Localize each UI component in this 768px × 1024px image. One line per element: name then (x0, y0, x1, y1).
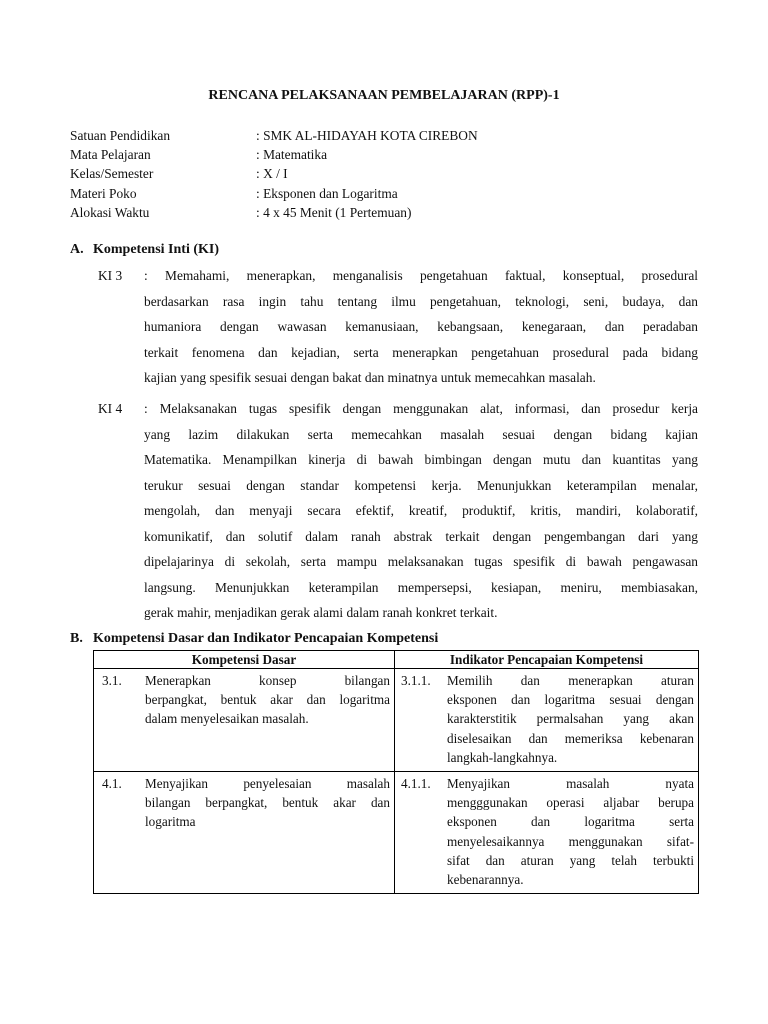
identity-label: Kelas/Semester (70, 166, 154, 182)
ki-line: komunikatif, dan solutif dalam ranah abstrak terkait dengan pengembangan dari yang (144, 528, 698, 544)
identity-value: : 4 x 45 Menit (1 Pertemuan) (256, 204, 412, 220)
section-a-heading (70, 242, 219, 258)
ki-code: KI 4 (98, 401, 123, 416)
ipk-number: 3.1.1. (401, 673, 431, 688)
ipk-number: 4.1.1. (401, 776, 431, 792)
ipk-cell (395, 772, 699, 894)
identity-row (70, 203, 710, 222)
identity-label: Alokasi Waktu (70, 204, 150, 220)
ki-line: : Melaksanakan tugas spesifik dengan menggunakan alat, informasi, dan prosedur kerja (144, 401, 698, 416)
document-title: RENCANA PELAKSANAAN PEMBELAJARAN (RPP)-1 (208, 88, 560, 103)
kd-line: Menerapkan konsep bilangan (145, 673, 390, 688)
identity-row (70, 164, 710, 183)
kd-line: logaritma (145, 814, 196, 830)
ki-line: kajian yang spesifik sesuai dengan bakat dan minatnya untuk memecahkan masalah. (144, 370, 596, 385)
ipk-line: Memilih dan menerapkan aturan (447, 673, 694, 688)
ki-3-block (98, 263, 698, 391)
ki-line: terukur sesuai dengan standar kompetensi kerja. Menunjukkan keterampilan menalar, (144, 477, 698, 493)
table-row (94, 772, 699, 894)
column-header-kompetensi-dasar: Kompetensi Dasar (94, 651, 395, 669)
ki-line: langsung. Menunjukkan keterampilan mempersepsi, kesiapan, meniru, membiasakan, (144, 579, 698, 595)
ipk-line: langkah-langkahnya. (447, 749, 558, 765)
ipk-line: kebenarannya. (447, 872, 524, 888)
ipk-cell (395, 669, 699, 772)
identity-value: : SMK AL-HIDAYAH KOTA CIREBON (256, 128, 478, 143)
ki-line: mengolah, dan menyaji secara efektif, kreatif, produktif, kritis, mandiri, kolaboratif, (144, 503, 698, 518)
identity-value: : Matematika (256, 147, 328, 163)
ki-text (144, 396, 698, 626)
kd-line: bilangan berpangkat, bentuk akar dan (145, 795, 390, 811)
ki-line: Matematika. Menampilkan kinerja di bawah bimbingan dengan mutu dan kuantitas yang (144, 452, 698, 467)
section-title: Kompetensi Inti (KI) (93, 242, 219, 257)
section-letter: B. (70, 631, 83, 646)
kd-number: 3.1. (102, 673, 122, 688)
ki-4-block (98, 396, 698, 626)
ipk-line: mengggunakan operasi aljabar berupa (447, 795, 694, 811)
competency-table (93, 650, 699, 894)
ipk-line: karakterstitik permalsahan yang akan (447, 711, 694, 727)
ipk-line: eksponen dan logaritma sesuai dengan (447, 692, 694, 708)
column-header-indikator: Indikator Pencapaian Kompetensi (395, 651, 699, 669)
identity-label: Mata Pelajaran (70, 147, 151, 163)
identity-value: : Eksponen dan Logaritma (256, 185, 398, 201)
identity-block (70, 126, 710, 222)
ki-line: gerak mahir, menjadikan gerak alami dalam ranah konkret terkait. (144, 605, 498, 620)
ipk-line: menyelesaikannya menggunakan sifat- (447, 833, 694, 849)
identity-row (70, 145, 710, 164)
ki-code: KI 3 (98, 268, 123, 283)
ki-text (144, 263, 698, 391)
section-title: Kompetensi Dasar dan Indikator Pencapaian Kompetensi (93, 631, 439, 646)
ki-line: yang lazim dilakukan serta memecahkan masalah sesuai dengan bidang kajian (144, 426, 698, 442)
kd-cell (94, 669, 395, 772)
kd-cell (94, 772, 395, 894)
identity-value: : X / I (256, 166, 288, 182)
identity-label: Materi Poko (70, 185, 137, 201)
table-row (94, 669, 699, 772)
identity-row (70, 126, 710, 145)
section-letter: A. (70, 242, 84, 257)
ipk-line: Menyajikan masalah nyata (447, 776, 694, 792)
section-b-heading (70, 631, 438, 647)
kd-line: Menyajikan penyelesaian masalah (145, 776, 390, 792)
identity-row (70, 184, 710, 203)
ki-line: : Memahami, menerapkan, menganalisis pengetahuan faktual, konseptual, prosedural (144, 268, 698, 283)
ki-line: dipelajarinya di sekolah, serta mampu melaksanakan tugas spesifik di bawah pengawasan (144, 554, 698, 569)
ipk-line: sifat dan aturan yang telah terbukti (447, 852, 694, 868)
ki-line: terkait fenomena dan kejadian, serta menerapkan pengetahuan prosedural pada bidang (144, 344, 698, 360)
ipk-line: diselesaikan dan memeriksa kebenaran (447, 730, 694, 746)
kd-line: berpangkat, bentuk akar dan logaritma (145, 692, 390, 708)
ipk-line: eksponen dan logaritma serta (447, 814, 694, 830)
ki-line: berdasarkan rasa ingin tahu tentang ilmu pengetahuan, teknologi, seni, budaya, dan (144, 293, 698, 309)
kd-number: 4.1. (102, 776, 122, 792)
table-header-row (94, 651, 699, 669)
ki-line: humaniora dengan wawasan kemanusiaan, kebangsaan, kenegaraan, dan peradaban (144, 319, 698, 334)
kd-line: dalam menyelesaikan masalah. (145, 711, 309, 727)
identity-label: Satuan Pendidikan (70, 128, 171, 143)
